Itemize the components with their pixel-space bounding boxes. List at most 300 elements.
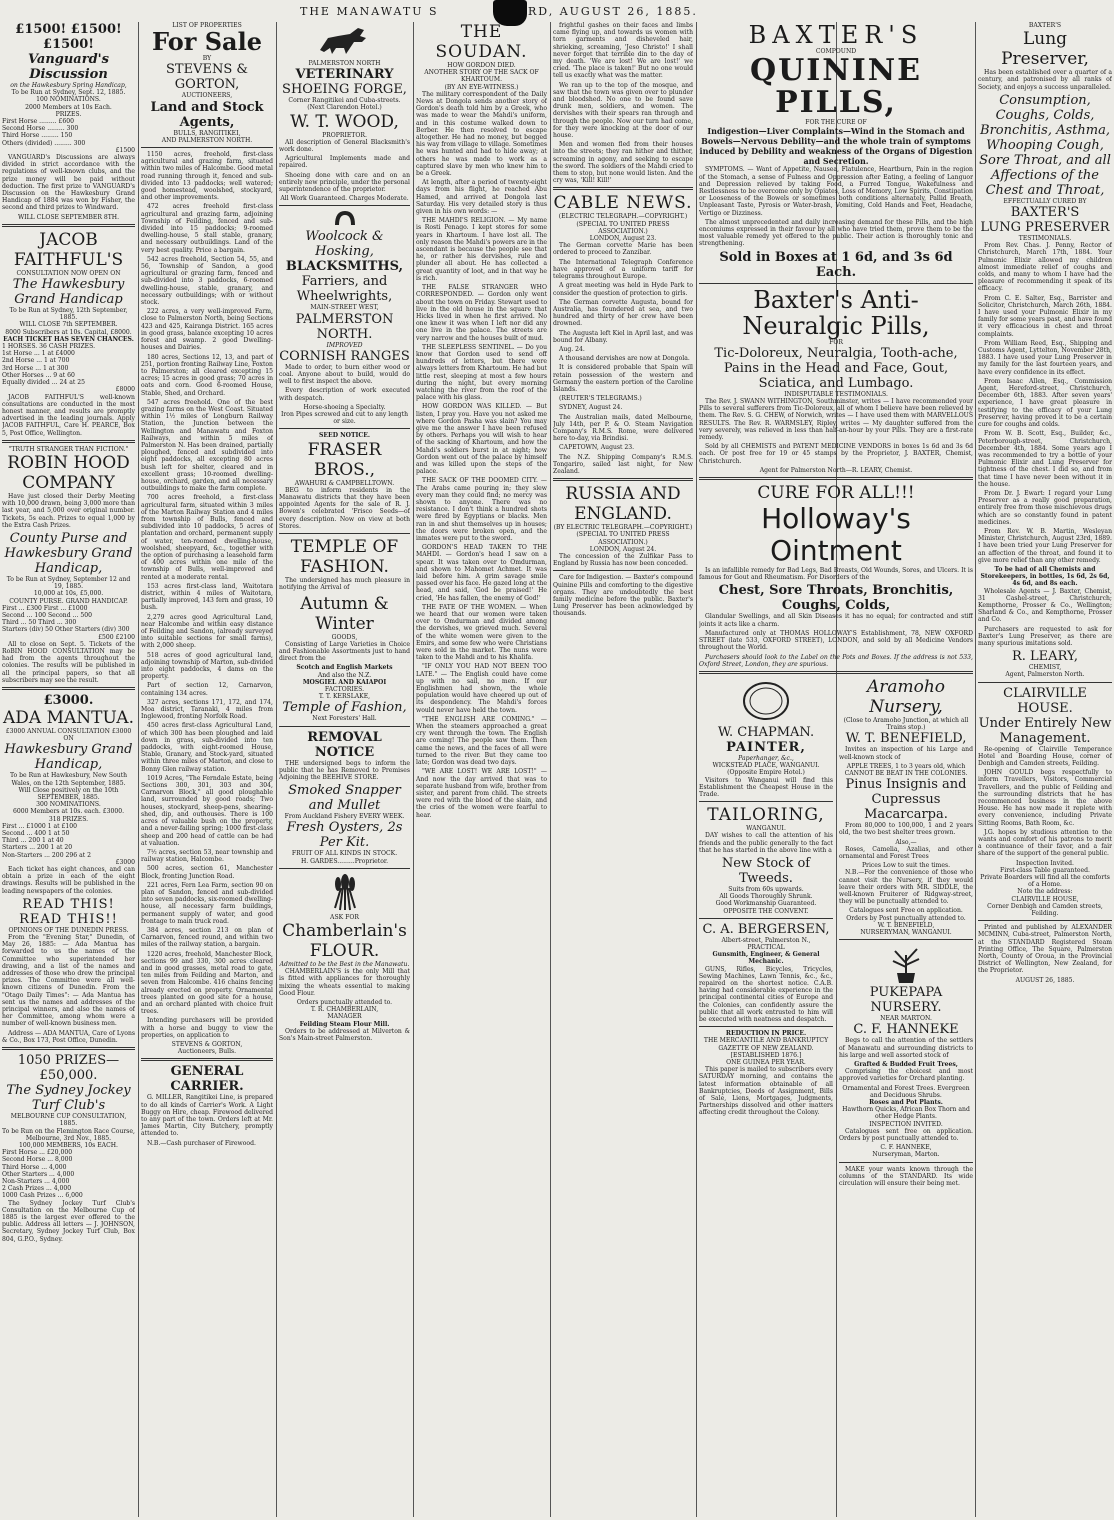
column-2 bbox=[141, 22, 273, 1517]
jacob-row: 3rd Horse ... 1 at 300 bbox=[2, 364, 69, 372]
anti-conditions: Tic-Doloreux, Neuralgia, Tooth-ache, Pains in the Head and Face, Gout, Sciatica, and Lumbago. bbox=[714, 345, 958, 391]
carrier-nb: N.B.—Cash purchaser of Firewood. bbox=[147, 1139, 256, 1147]
holloway-body: Is an infallible remedy for Bad Legs, Bad Breasts, Old Wounds, Sores, and Ulcers. It is famous for Gout and Rheumatism. For Disorders of the bbox=[699, 567, 973, 582]
properties-title: For Sale bbox=[151, 27, 262, 57]
pukepapa-insp: INSPECTION INVITED. bbox=[869, 1120, 943, 1128]
property-listing: 542 acres freehold, Section 54, 55, and 56, Township of Sandon, a good agricultural or grazing farm, fenced and sub-divided into 3 paddocks, 6-roomed dwelling-house, stable, granary, and necessary outbuildings; with or without stock. bbox=[141, 255, 273, 307]
horseshoe-icon bbox=[330, 209, 360, 227]
ada-race: Hawkesbury Grand Handicap, bbox=[4, 742, 133, 773]
wool-body-4: Iron Pipes screwed and cut to any length or size. bbox=[280, 411, 409, 426]
holloway-cure: CURE FOR ALL!!! bbox=[757, 483, 915, 504]
firm-role: AUCTIONEERS, bbox=[181, 92, 233, 100]
county-line: To be Run at Sydney, September 12 and 19, 1885. bbox=[6, 575, 131, 591]
article-paragraph: The military correspondent of the Daily News at Dongola sends another story of Gordon's death told him by a Greek, who was made to wear the Mahdi's uniform, and in this costume walked down to Berber. He then resolved to escape altogether. He had no money, but begged his way from village to village. Sometimes he was hunted and had to hide away; at others he was made to work as a captured slave by men who knew him to be a Greek. bbox=[416, 90, 547, 178]
cable-item: A thousand dervishes are now at Dongola. bbox=[559, 355, 690, 363]
cable-item: CAPETOWN, August 23. bbox=[559, 444, 635, 452]
lung-title: Lung Preserver, bbox=[1001, 29, 1089, 70]
baxter-compound: COMPOUND bbox=[815, 48, 857, 55]
bergersen-name: C. A. BERGERSEN, bbox=[702, 921, 830, 937]
prizes-row: First Horse ... £20,000 bbox=[2, 1149, 73, 1157]
lung-test-5: From W. B. Scott, Esq., Builder, &c., Peterborough-street, Christchurch, December 4th, 1884. Some years ago I was recommended to try a bottle of your Pulmonic Elixir and Lung Preserver for tightness of the chest. I did so, and from that time I have never been without it in the house. bbox=[978, 430, 1112, 488]
reduction-sub: THE MERCANTILE AND BANKRUPTCY GAZETTE OF NEW ZEALAND. bbox=[703, 1037, 829, 1052]
lung-warn: Purchasers are requested to ask for Baxter's Lung Preserver, as there are many spurious imitations sold. bbox=[978, 625, 1112, 647]
article-witness: (BY AN EYE-WITNESS.) bbox=[444, 83, 519, 91]
cable-title: CABLE NEWS. bbox=[553, 193, 693, 214]
property-listing: 7½ acres, section 53, near township and railway station, Halcombe. bbox=[141, 848, 273, 864]
pukepapa-cat: Catalogues sent free on application. Orders by post punctually attended to. bbox=[839, 1127, 973, 1143]
aramoho-title: Aramoho Nursery, bbox=[866, 676, 946, 717]
anti-agent: Agent for Palmerston North—R. LEARY, Chemist. bbox=[759, 466, 913, 474]
ada-line: Will Close positively on the 10th SEPTEMBER, 1885. bbox=[18, 786, 119, 801]
chapman-trade-2: Paperhanger, &c., bbox=[738, 754, 794, 762]
reduction-title: REDUCTION IN PRICE. bbox=[725, 1030, 807, 1038]
wool-body: Made to order, to burn either wood or coal. Anyone about to build, would do well to first inspect the above. bbox=[279, 363, 410, 386]
aramoho-orders: Orders by Post punctually attended to. bbox=[846, 914, 966, 922]
flour-ask: ASK FOR bbox=[330, 913, 359, 921]
removal-line-2: From Auckland Fishery EVERY WEEK. bbox=[284, 813, 405, 821]
lower-split bbox=[699, 677, 973, 1189]
county-line: COUNTY PURSE. GRAND HANDICAP. bbox=[9, 597, 128, 605]
cable-item: A great meeting was held in Hyde Park to consider the question of protection to girls. bbox=[553, 282, 693, 297]
clairville-addr: Corner Denbigh and Camden streets, Feilding. bbox=[987, 902, 1103, 918]
column-7-lower bbox=[839, 677, 973, 1189]
article-paragraph: THE SLEEPLESS SENTINEL. — Do you know that Gordon used to send off hundreds of letters, but there were always letters from Khartoum. He had but little rest, sleeping at most a few hours during the night, but every morning watching the river from the roof of the palace with his glass. bbox=[416, 343, 547, 402]
lung-test-2: From C. E. Salter, Esq., Barrister and Solicitor, Christchurch, March 26th, 1884. I have used your Pulmonic Elixir in my family for some years past, and have found it very efficacious in chest and throat complaints. bbox=[978, 294, 1112, 338]
russia-place: LONDON, August 24. bbox=[589, 545, 657, 553]
property-listing: 1019 Acres, "The Ferndale Estate, being Sections 300, 301, 303 and 304, Carnarvon Block," all good ploughable land, surrounded by good roads; Two houses, stockyard, sheep-pens, shearing-shed, dip, and outhouses. There is 100 acres of valuable bush on the property, and a never-failing spring; 1000 first-class sheep and 200 head of cattle can be had at valuation. bbox=[141, 774, 273, 847]
article-paragraph: We ran up to the top of the mosque, and saw that the town was given over to plunder and bloodshed. No one to be found save drunk men, soldiers, and women. The dervishes with their spears ran through and through the people. Now our turn had come, for they were knocking at the door of our house. bbox=[553, 81, 693, 140]
mirror-frame-icon bbox=[739, 679, 793, 723]
bergersen-role: PRACTICAL bbox=[747, 943, 785, 951]
prizes-body: The Sydney Jockey Turf Club's Consultation on the Melbourne Cup of 1885 is the largest ever offered to the public. Address all letters — J. JOHNSON, Secretary, Sydney Jockey Turf Club, Box 804, G.P.O., Sydney. bbox=[2, 1199, 135, 1243]
chapman-opp: (Opposite Empire Hotel.) bbox=[727, 769, 805, 777]
column-rule bbox=[276, 22, 277, 1517]
lung-test-4: From Isaac Allen, Esq., Commission Agent, Hereford-street, Christchurch, December 6th, 1883. After seven years' experience, I have great pleasure in testifying to the efficacy of your Lung Preserver, having proved it to be a certain cure for coughs and colds. bbox=[978, 377, 1112, 429]
removal-body: THE undersigned begs to inform the public that he has Removed to Premises Adjoining the BEEHIVE STORE. bbox=[279, 759, 410, 781]
column-6-lower bbox=[699, 677, 833, 1189]
prize-row: Others (divided) ......... 300 bbox=[2, 139, 86, 147]
tailoring-body: DAY wishes to call the attention of his friends and the public generally to the fact that he has started in the above line with a bbox=[699, 832, 833, 854]
vet-body-3: Shoeing done with care and on an entirely new principle, under the personal superintendence of the proprietor. bbox=[279, 171, 410, 194]
county-row: Second ... 100 Second ... 500 bbox=[2, 611, 92, 619]
temple-body: The undersigned has much pleasure in notifying the Arrival of bbox=[279, 577, 410, 592]
clairville-sub: Under Entirely New Management. bbox=[978, 715, 1112, 746]
masthead-left: THE MANAWATU S bbox=[300, 5, 439, 18]
column-1 bbox=[2, 22, 135, 1517]
jacob-race: The Hawkesbury Grand Handicap bbox=[12, 277, 125, 308]
vanguard-line: PRIZES. bbox=[55, 110, 82, 118]
lung-wholesale: Wholesale Agents — J. Baxter, Chemist, 31 Cashel-street, Christchurch; Kempthorne, Prosser & Co., Wellington; Sharland & Co., and Kempthorne, Prosser and Co. bbox=[978, 587, 1112, 624]
read-sub: OPINIONS OF THE DUNEDIN PRESS. bbox=[8, 926, 129, 934]
pukepapa-body-2: Comprising the choicest and most approved varieties for Orchard planting. bbox=[839, 1068, 973, 1083]
closing-firm: STEVENS & GORTON, bbox=[171, 1040, 243, 1048]
cable-item: The German corvette Marie has been ordered to proceed to Zanzibar. bbox=[553, 242, 693, 257]
cable-item: SYDNEY, August 24. bbox=[559, 404, 623, 412]
baxter-conditions: Indigestion—Liver Complaints—Wind in the Stomach and Bowels—Nervous Debility—and the whole train of symptoms induced by Debility and weakness of the Organs of Digestion and Secretion. bbox=[699, 126, 973, 167]
flour-note: Orders to be addressed at Milverton & Son's Main-street Palmerston. bbox=[279, 1027, 410, 1042]
prizes-title: 1050 PRIZES—£50,000. bbox=[17, 1053, 120, 1084]
property-listings bbox=[141, 151, 273, 1015]
county-row: Starters (div) 50 Other Starters (div) 300 bbox=[2, 626, 130, 634]
prizes-row: Other Starters ... 4,000 bbox=[2, 1170, 75, 1178]
aramoho-also: Also,— bbox=[895, 838, 917, 846]
lung-sig-2: CHEMIST, bbox=[1028, 664, 1062, 672]
pukepapa-orn: Ornamental and Forest Trees. Evergreen and Deciduous Shrubs. bbox=[842, 1084, 970, 1099]
jacob-row: Other Horses ... 9 at 60 bbox=[2, 371, 75, 379]
robin-title: ROBIN HOOD COMPANY bbox=[7, 452, 130, 493]
ada-line: 318 PRIZES. bbox=[48, 815, 89, 823]
cable-item: The International Telegraph Conference have approved of a uniform tariff for telegrams throughout Europe. bbox=[553, 258, 693, 281]
vanguard-title: Vanguard's Discussion bbox=[28, 52, 109, 82]
baxter-symptoms: SYMPTOMS. — Want of Appetite, Nausea, Flatulence, Heartburn, Pain in the region of the Stomach, a sense of Fulness and Oppression after Eating, a feeling of Languor and Depression relieved by taking Food, a Furred Tongue, Wakefulness and Restlessness to be overcome only by Opiates, Loss of Memory, Low Spirits, Constipation or Looseness of the Bowels or sometimes both conditions alternately, Pallid Breath, Unpleasant Taste, Pyrosis or Water-brash, Vomiting, Cold Hands and Feet, Headache, Vertigo or Dizziness. bbox=[699, 166, 973, 217]
aramoho-pines: Pinus Insignis and Cupressus Macarcarpa. bbox=[845, 777, 967, 823]
anti-title: Baxter's Anti-Neuralgic Pills, bbox=[742, 285, 930, 340]
vet-body-4: All Work Guaranteed. Charges Moderate. bbox=[280, 195, 409, 203]
property-listing: 222 acres, a very well-improved Farm, close to Palmerston North, being Sections 423 and 425, Kairanga District. 165 acres in good grass, balance excepting 10 acres forest and swamp. 2 good Dwelling-houses and Dairies. bbox=[141, 308, 273, 352]
pukepapa-near: NEAR MARTON. bbox=[880, 1015, 932, 1023]
vanguard-line: 2000 Members at 10s Each. bbox=[25, 103, 112, 111]
fraser-sub: AWAHURI & CAMPBELLTOWN. bbox=[294, 479, 395, 487]
anti-for: FOR bbox=[829, 338, 843, 346]
firm-agents: Land and Stock Agents, bbox=[150, 99, 264, 130]
read-body: From the "Evening Star," Dunedin, of May 26, 1885: — Ada Mantua has forwarded to us the names of the Committee who superintended her drawing, and a list of the names and addresses of those who drew the principal prizes. The Committee were all well-known citizens of Dunedin. From the "Otago Daily Times": — Ada Mantua has sent us the names and addresses of the principal winners, and also the names of her Committee, among whom were a number of well-known business men. bbox=[2, 934, 135, 1028]
county-row: First ... £300 First ... £1000 bbox=[2, 604, 88, 612]
prizes-row: Non-Starters ... 4,000 bbox=[2, 1177, 70, 1185]
russia-title: RUSSIA AND ENGLAND. bbox=[565, 484, 681, 525]
column-rule bbox=[138, 22, 139, 1517]
ada-total: £3000 bbox=[115, 858, 135, 866]
banner-1500: £1500! £1500! £1500! bbox=[15, 22, 122, 52]
tailoring-stock: New Stock of Tweeds. bbox=[721, 855, 811, 886]
seed-notice: SEED NOTICE. bbox=[319, 432, 370, 440]
county-line: 10,000 at 10s, £5,000. bbox=[33, 590, 104, 598]
column-rule bbox=[550, 22, 551, 1517]
potted-plant-icon bbox=[881, 943, 931, 983]
jacob-row: 1 HORSES. 36 CASH PRIZES. bbox=[2, 343, 96, 351]
article-paragraph: Men and women fled from their houses into the streets; they ran hither and thither, screaming in agony, and seeking to escape the sword. The soldiers of the Mahdi cried to them to stop, but none would listen. And the cry was, 'Kill! Kill!' bbox=[553, 141, 693, 185]
chapman-body: Visitors to Wanganui will find this Establishment the Cheapest House in the Trade. bbox=[699, 776, 833, 798]
prizes-line: To be Run on the Flemington Race Course, Melbourne, 3rd Nov., 1885. bbox=[2, 1127, 135, 1142]
lung-test-7: From Rev. W. B. Martin, Wesleyan Minister, Christchurch, August 23rd, 1889. I have been tried your Lung Preserver for an affection of the throat, and found it to give more relief than any other remedy. bbox=[978, 527, 1112, 564]
temple-also: And also the N.Z. bbox=[317, 671, 372, 679]
temple-title: TEMPLE OF FASHION. bbox=[290, 537, 399, 578]
reduction-est: [ESTABLISHED 1876.] bbox=[730, 1051, 802, 1059]
imprint: Printed and published by ALEXANDER MCMINN, Cuba-street, Palmerston North, at the STANDARD Registered Steam Printing Office, The Square, Palmerston North, County of Oroua, in the Provincial District of Wellington, New Zealand, for the Proprietor. bbox=[978, 924, 1112, 975]
column-6-7-top bbox=[699, 22, 973, 1517]
holloway-body-2: Glandular Swellings, and all Skin Diseases it has no equal; for contracted and stiff joints it acts like a charm. bbox=[699, 613, 973, 628]
pukepapa-name: C. F. HANNEKE bbox=[853, 1022, 959, 1038]
ada-line: 300 NOMINATIONS. bbox=[36, 801, 101, 809]
horse-icon bbox=[310, 24, 380, 58]
prize-row: Third Horse ......... 150 bbox=[2, 132, 73, 140]
bergersen-body: GUNS, Rifles, Bicycles, Tricycles, Sewing Machines, Lawn Tennis, &c., &c., repaired on the shortest notice. C.A.B. having had considerable experience in the principal continental cities of Europe and the Colonies, can confidently assure the public that all work entrusted to him will be executed with neatness and despatch. bbox=[699, 965, 833, 1023]
flour-name: T. R. CHAMBERLAIN, bbox=[310, 1006, 379, 1014]
column-5 bbox=[553, 22, 693, 1517]
vanguard-line: 100 NOMINATIONS. bbox=[36, 96, 101, 104]
ada-body: Each ticket has eight chances, and can obtain a prize in each of the eight drawings. Results will be published in the leading newspapers of the colonies. bbox=[2, 866, 135, 895]
closing: Intending purchasers will be provided with a horse and buggy to view the properties, on application to bbox=[141, 1017, 273, 1039]
tailoring-work: Good Workmanship Guaranteed. bbox=[715, 900, 817, 908]
jacob-line: To be Run at Sydney, 12th September, 1885. bbox=[9, 307, 128, 322]
temple-factories-2: FACTORIES. bbox=[324, 685, 365, 693]
pukepapa-title: PUKEPAPA NURSERY. bbox=[869, 985, 943, 1016]
ada-line: 6000 Members at 10s. each. £3000. bbox=[12, 808, 125, 816]
vanguard-sub: on the Hawkesbury Spring Handicap, bbox=[10, 82, 127, 89]
jacob-sub: CONSULTATION NOW OPEN ON bbox=[16, 269, 121, 277]
article-sub: HOW GORDON DIED. bbox=[447, 62, 516, 69]
article-paragraph: frightful gashes on their faces and limbs came flying up, and towards us women with torn garments and disheveled hair, shrieking, screaming, 'Jeso Christo!' I shall never forget that terrible din to the day of my death. 'We are lost! We are lost!' we cried. 'The place is taken!' But no one would tell us exactly what was the matter. bbox=[553, 22, 693, 80]
clairville-tea: First-class Table guaranteed. bbox=[1000, 866, 1090, 874]
property-listing: 547 acres freehold. One of the best grazing farms on the West Coast. Situated within 1½ miles of Longburn Railway Station, the Junction between the Wellington and Manawatu and Foxton Railways, and within 5 miles of Palmerston N. Has been drained, partially ploughed, fenced and subdivided into eight paddocks, all excepting 80 acres bush left for shelter, cleared and in excellent grass; 10-roomed dwelling-house, orchard, garden, and all necessary outbuildings to make the farm complete. bbox=[141, 398, 273, 493]
properties-head: LIST OF PROPERTIES bbox=[172, 22, 242, 29]
clairville-boarders: Private Boarders will find all the comforts of a Home. bbox=[980, 874, 1110, 889]
wool-body-3: Horse-shoeing a Specialty. bbox=[303, 403, 386, 411]
cable-item: It is considered probable that Spain will retain possession of the western and Germany the eastern portion of the Caroline Islands. bbox=[553, 364, 693, 393]
aramoho-pines-body: From 80,000 to 100,000, 1 and 2 years old, the two best shelter trees grown. bbox=[839, 822, 973, 837]
lung-cured: EFFECTUALLY CURED BY bbox=[1003, 197, 1087, 205]
cable-item: (REUTER'S TELEGRAMS.) bbox=[559, 395, 642, 403]
chapman-trade: PAINTER, bbox=[726, 739, 806, 755]
holloway-made: Manufactured only at THOMAS HOLLOWAY'S Establishment, 78, NEW OXFORD STREET (late 533, OXFORD STREET), LONDON, and sold by all Medicine Vendors throughout the World. bbox=[699, 629, 973, 652]
flour-body: CHAMBERLAIN'S is the only Mill that is fitted with appliances for thoroughly mixing the wheats essential to making Good Flour. bbox=[279, 968, 410, 997]
removal-line-3: Fresh Oysters, 2s Per Kit. bbox=[286, 820, 403, 851]
firm-name: STEVENS & GORTON, bbox=[166, 62, 248, 93]
firm-towns: BULLS, RANGITIKEI, bbox=[173, 129, 241, 137]
clairville-title: CLAIRVILLE HOUSE. bbox=[1003, 685, 1087, 716]
aramoho-trees: APPLE TREES, 1 to 3 years old, which bbox=[846, 762, 966, 770]
reduction-body: This paper is mailed to subscribers every SATURDAY morning, and contains the latest information obtainable of all Bankruptcies, Deeds of Assignment, Bills of Sale, Liens, Mortgages, Judgments, Partnerships dissolved and other matters affecting credit throughout the Colony. bbox=[699, 1066, 833, 1117]
jacob-body: JACOB FAITHFUL'S well-known consultations are conducted in the most honest manner, and results are promptly advertised in the leading journals. Apply JACOB FAITHFUL, Care H. PEARCE, Box 5, Post Office, Wellington. bbox=[2, 393, 135, 437]
imprint-date: AUGUST 26, 1885. bbox=[1015, 976, 1075, 984]
ada-money: £3000. bbox=[43, 692, 94, 708]
cable-item: The Augusta left Kiel in April last, and was bound for Albany. bbox=[553, 329, 693, 344]
county-row: Third ... 50 Third ... 300 bbox=[2, 619, 77, 627]
wool-trade: BLACKSMITHS, bbox=[285, 259, 404, 275]
removal-name: H. GARDES.........Proprietor. bbox=[300, 857, 389, 865]
bergersen-addr: Albert-street, Palmerston N., bbox=[721, 936, 811, 944]
cable-item: The N.Z. Shipping Company's R.M.S. Tongariro, sailed last night, for New Zealand. bbox=[553, 453, 693, 475]
wool-town: PALMERSTON NORTH. bbox=[295, 311, 394, 342]
article-paragraph: At length, after a period of twenty-eight days from his flight, he reached Abu Hamed, and arrived at Dongola last Saturday. His very detailed story is thus given in his own words: — bbox=[416, 179, 547, 216]
closing-role: Auctioneers, Bulls. bbox=[177, 1048, 237, 1056]
property-listing: 153 acres first-class land, Waitotara district, within 4 miles of Waitotara, partially improved, 143 fern and grass, 10 bush. bbox=[141, 582, 273, 612]
lung-body: Has been established over a quarter of a century, and patronised by all ranks of Society, and enjoys a success unparalleled. bbox=[978, 69, 1112, 91]
wool-improved: IMPROVED bbox=[326, 341, 363, 349]
ada-row: First ... £1000 1 at £100 bbox=[2, 822, 78, 830]
vet-body-2: Agricultural Implements made and repaired. bbox=[279, 155, 410, 170]
ada-row: Second ... 400 1 at 50 bbox=[2, 830, 70, 838]
wool-addr: MAIN-STREET WEST, bbox=[310, 304, 379, 312]
cable-item: Aug. 24. bbox=[559, 345, 585, 353]
footer-body: Care for Indigestion. — Baxter's compound Quinine Pills and comforting to the digestive organs. They are undoubtedly the best family medicine before the public. Baxter's Lung Preserver has been acknowledged by thousands. bbox=[553, 574, 693, 618]
article-paragraph: THE SACK OF THE DOOMED CITY. — The Arabs came pouring in; they slew every man they could find; no mercy was shown to anyone. There was no resistance. I don't think a hundred shots were fired by Egyptians or blacks. Men ran in and shut themselves up in houses; the doors were broken open, and the inmates were put to the sword. bbox=[416, 477, 547, 542]
temple-sig: Temple of Fashion, bbox=[282, 700, 407, 716]
property-listing: Part of section 12, Carnarvon, containing 134 acres. bbox=[141, 682, 273, 697]
removal-line-4: FRUIT OF ALL KINDS IN STOCK. bbox=[291, 850, 398, 858]
flour-body-2: Orders punctually attended to. bbox=[296, 998, 393, 1006]
fraser-body: BEG to inform residents in the Manawatu districts that they have been appointed Agents for the sale of R. J. Bowen's celebrated 'Frisco Seeds—of every description. Now on view at both Stores. bbox=[279, 486, 410, 530]
lung-cured-2: BAXTER'S bbox=[1010, 205, 1080, 221]
aramoho-nb: N.B.—For the convenience of those who cannot visit the Nursery, if they would leave their orders with MR. SIDDLE, the well-known Fruiterer of Ridgway-street, they will be punctually attended to. bbox=[839, 869, 973, 906]
firm-towns-2: AND PALMERSTON NORTH. bbox=[161, 136, 253, 144]
aramoho-cat: Catalogues sent Free on application. bbox=[849, 907, 963, 915]
pukepapa-sig-2: Nurseryman, Marton. bbox=[872, 1151, 940, 1159]
temple-goods-2: GOODS, bbox=[331, 633, 358, 641]
fraser-title: FRASER BROS., bbox=[307, 439, 382, 480]
anti-testimonials: The Rev. J. SWANN WITHINGTON, Southminster, writes — I have recommended your Pills to several sufferers from Tic-Doloreux, all of whom I believe have been relieved by them. The Rev. S. G. CHEW, of Norwich, writes — I have used them with MARVELLOUS RESULTS. The Rev. R. WARMSLEY, Ripley, writes — My daughter suffered from the very severely, was relieved in less than half-an-hour by your Pills. They are a first-rate remedy. bbox=[699, 398, 973, 442]
ada-title: ADA MANTUA. bbox=[3, 707, 134, 728]
baxter-pills: QUININE PILLS, bbox=[749, 53, 923, 121]
carrier-title: GENERAL CARRIER. bbox=[170, 1064, 244, 1095]
baxter-virtue: The almost unprecedented and daily increasing demand for these Pills, and the high encomiums expressed in their favour by all who have tried them, prove them to be the most valuable remedy yet offered to the public. Their action is thoroughly tonic and strengthening. bbox=[699, 218, 973, 248]
anti-indisp: INDISPUTABLE TESTIMONIALS. bbox=[784, 390, 888, 398]
russia-body: The concession of the Zulfikar Pass to England by Russia has now been conceded. bbox=[553, 552, 693, 568]
column-rule bbox=[696, 22, 697, 1517]
clairville-body-3: J.G. hopes by studious attention to the wants and comfort of his patrons to merit a continuance of their favor, and a fair share of the support of the general public. bbox=[978, 828, 1112, 858]
reduction-price: ONE GUINEA PER YEAR. bbox=[726, 1059, 806, 1066]
temple-factories: MOSGIEL AND KAIAPOI bbox=[302, 678, 387, 686]
pukepapa-hedge: Hawthorn Quicks, African Box Thorn and other Hedge Plants. bbox=[842, 1106, 970, 1121]
aramoho-roses: Roses, Camelia, Azalias, and other ornamental and Forest Trees bbox=[839, 845, 973, 860]
ada-row: Non-Starters ... 200 296 at 2 bbox=[2, 851, 91, 859]
vanguard-close: WILL CLOSE SEPTEMBER 8TH. bbox=[17, 213, 120, 221]
article-paragraph: "IF ONLY YOU HAD NOT BEEN TOO LATE." — The English could have come up with no sail, no men. If our Englishmen had shown, the whole population would have cheered up out of its despondency. The Mahdi's forces would never have held the town. bbox=[416, 663, 547, 714]
flour-tag: Admitted to be the Best in the Manawatu. bbox=[279, 960, 410, 968]
flour-title: Chamberlain's bbox=[282, 920, 407, 941]
county-total: £500 £2100 bbox=[98, 633, 135, 641]
column-3 bbox=[279, 22, 410, 1517]
cable-item: The Australian mails, dated Melbourne, July 14th, per P. & O. Steam Navigation Company's R.M.S. Rome, were delivered here to-day, via Brindisi. bbox=[553, 413, 693, 443]
article-sub-2: ANOTHER STORY OF THE SACK OF KHARTOUM. bbox=[424, 69, 539, 84]
property-listing: 1150 acres, freehold, first-class agricultural and grazing farm, situated within two miles of Halcombe. Good metal road running through it, fenced and sub-divided into 13 paddocks; well watered; good homestead, woolshed, stockyard, and other improvements. bbox=[141, 151, 273, 202]
cable-place: LONDON, August 23. bbox=[589, 235, 657, 243]
jacob-row: Equally divided ... 24 at 25 bbox=[2, 379, 85, 387]
vet-role: PROPRIETOR. bbox=[322, 131, 367, 139]
vet-body: All description of General Blacksmith's work done. bbox=[279, 138, 410, 154]
standard-footer: MAKE your wants known through the columns of the STANDARD. Its wide circulation will ensure their being met. bbox=[839, 1165, 973, 1188]
property-listing: 518 acres of good agricultural land, adjoining township of Marton, sub-divided into eight paddocks, 4 dams on the property. bbox=[141, 651, 273, 681]
russia-by-2: (SPECIAL TO UNITED PRESS ASSOCIATION.) bbox=[576, 531, 670, 546]
pukepapa-sig: C. F. HANNEKE, bbox=[880, 1144, 932, 1152]
jacob-line: WILL CLOSE 7th SEPTEMBER. bbox=[19, 321, 118, 329]
property-listing: 500 acres, section 61, Manchester Block, fronting Junction Road. bbox=[141, 865, 273, 880]
tailoring-town: WANGANUI. bbox=[746, 825, 786, 833]
ada-row: Third ... 200 1 at 40 bbox=[2, 837, 64, 845]
pukepapa-body: Begs to call the attention of the settlers of Manawatu and surrounding districts to his large and well assorted stock of bbox=[839, 1037, 973, 1059]
holloway-chest: Chest, Sore Throats, Bronchitis, Coughs, Colds, bbox=[718, 583, 954, 614]
lung-baxter: BAXTER'S bbox=[1028, 22, 1062, 29]
robin-body-2: All to close on Sept. 5. Tickets of the RoBIN HOOD CONSULTATION may be had from the agents throughout the colonies. The results will be published in all the principal papers, so that all subscribers may see the result. bbox=[2, 640, 135, 684]
aramoho-sig-2: NURSERYMAN, WANGANUI. bbox=[860, 928, 952, 936]
clairville-name: CLAIRVILLE HOUSE, bbox=[1011, 895, 1079, 903]
baxter-forcure: FOR THE CURE OF bbox=[805, 119, 867, 127]
lung-test-1: From Rev. Chas. J. Penny, Rector of Christchurch, March 17th, 1884. Your Pulmonic Elixir allowed my children almost immediate relief of coughs and colds, and many to whom I have had the pleasure of recommending it speak of its efficacy. bbox=[978, 242, 1112, 293]
wool-trade-2: Farriers, and Wheelwrights, bbox=[296, 274, 393, 305]
prizes-row: 2 Cash Prizes ... 4,000 bbox=[2, 1185, 72, 1193]
tailoring-shrunk: All Goods Thoroughly Shrunk. bbox=[719, 893, 813, 901]
prize-total: £1500 bbox=[115, 146, 135, 154]
clairville-body: Re-opening of Clairville Temperance Hotel and Boarding House, corner of Denbigh and Camden streets, Feilding. bbox=[978, 745, 1112, 767]
property-listing: 700 acres freehold, a first-class agricultural farm, situated within 3 miles of the Marton Railway Station and 4 miles from township of Bulls, fenced and subdivided into 10 paddocks, 5 acres of plantation and orchard, permanent supply of water, ten-roomed dwelling-house, woolshed, sheepyard, &c., together with the option of purchasing a leasehold farm of 400 acres within one mile of the township of Bulls, well-improved and rented at a moderate rental. bbox=[141, 494, 273, 581]
lung-sig: R. LEARY, bbox=[1012, 649, 1078, 665]
vet-town: PALMERSTON NORTH bbox=[308, 60, 381, 67]
aramoho-sub: (Close to Aramoho Junction, at which all Trains stop.) bbox=[843, 716, 969, 732]
column-rule bbox=[975, 22, 976, 1517]
holloway-title: Holloway's Ointment bbox=[761, 502, 911, 568]
property-listing: 180 acres, Sections 12, 13, and part of 251, portion fronting Railway Line, Foxton to Palmerston; all cleared excepting 15 acres; 15 acres in good grass; 70 acres in oats and corn. Good 6-roomed House, Stable, Shed, and Orchard. bbox=[141, 353, 273, 397]
aramoho-name: W. T. BENEFIELD, bbox=[845, 731, 967, 747]
prizes-row: 1000 Cash Prizes ... 6,000 bbox=[2, 1192, 83, 1200]
cable-body bbox=[553, 242, 693, 475]
aramoho-sig: W. T. BENEFIELD, bbox=[877, 921, 935, 929]
masthead-right: RD, AUGUST 26, 1885. bbox=[528, 5, 698, 18]
clairville-body-2: JOHN GOULD begs respectfully to inform Travellers, Visitors, Commercial Travellers, and the public of Feilding and the surrounding districts that he has recommenced business in the above House. He has now made it replete with every convenience, including Private Sitting Rooms, Bath Room, &c. bbox=[978, 769, 1112, 827]
prizes-line: MELBOURNE CUP CONSULTATION, 1885. bbox=[10, 1113, 127, 1128]
chapman-addr: WICKSTEAD PLACE, WANGANUI. bbox=[712, 762, 820, 770]
article-paragraph: THE FATE OF THE WOMEN. — When we heard that our women were taken over to Omdurman and divided among the dervishes, we grieved much. Several of the white women were given to the Emirs, and some few who were Christians were sold in the market. The nuns were taken to the Mahdi and to his Khalifa. bbox=[416, 603, 547, 662]
column-8 bbox=[978, 22, 1112, 1517]
lung-sig-3: Agent, Palmerston North. bbox=[1005, 671, 1085, 679]
jacob-row: 1st Horse ... 1 at £4000 bbox=[2, 350, 75, 358]
vet-addr: Corner Rangitikei and Cuba-streets. (Next Clarendon Hotel.) bbox=[288, 97, 401, 112]
carrier-body: G. MILLER, Rangitikei Line, is prepared to do all kinds of Carrier's Work. A Light Buggy on Hire, cheap. Firewood delivered to any part of the town. Orders left at Mr. James Martin, City Butchery, promptly attended to. bbox=[141, 1094, 273, 1138]
lung-cured-3: LUNG PRESERVER bbox=[980, 220, 1110, 236]
prize-row: Second Horse ......... 300 bbox=[2, 125, 79, 133]
property-listing: 327 acres, sections 171, 172, and 174, Moa district, Taranaki, 4 miles from Inglewood, fronting Norfolk Road. bbox=[141, 698, 273, 721]
jacob-total: £8000 bbox=[115, 386, 135, 394]
article-paragraph: "THE ENGLISH ARE COMING." — When the steamers approached a great cry went through the town. The English are coming! The people saw them. Then came the news, and the faces of all were turned to the river. But they came too late; Gordon was dead two days. bbox=[416, 715, 547, 767]
properties-by: BY bbox=[202, 55, 212, 63]
vanguard-body: VANGUARD's Discussions are always divided in strict accordance with the regulations of well-known clubs, and the prize money will be paid without deduction. The first prize to VANGUARD's Discussion on the Hawkesbury Grand Handicap of 1884 was won by Fisher, the second and third prizes to Windward. bbox=[2, 154, 135, 212]
column-4 bbox=[416, 22, 547, 1517]
cable-by-2: (SPECIAL TO UNITED PRESS ASSOCIATION.) bbox=[576, 220, 670, 235]
tailoring-opp: OPPOSITE THE CONVENT. bbox=[723, 907, 809, 915]
aramoho-body: Invites an inspection of his Large and well-known stock of bbox=[839, 746, 973, 761]
anti-sold: Sold by all CHEMISTS and PATENT MEDICINE VENDORS in boxes 1s 6d and 3s 6d each. Or post free for 19 or 45 stamps by the Proprietor, J. BAXTER, Chemist, Christchurch. bbox=[699, 443, 973, 465]
ada-row: Starters ... 200 1 at 20 bbox=[2, 844, 73, 852]
prizes-row: Second Horse ... 8,000 bbox=[2, 1156, 73, 1164]
article-body bbox=[416, 91, 547, 819]
removal-title: REMOVAL NOTICE bbox=[307, 729, 382, 760]
temple-body-2: Consisting of Large Varieties in Choice and Fashionable Assortments just to hand direct from the bbox=[279, 640, 410, 663]
vet-name: W. T. WOOD, bbox=[290, 111, 399, 132]
cable-item: The German corvette Augusta, bound for Australia, has foundered at sea, and two hundred and thirty of her crew have been drowned. bbox=[553, 298, 693, 328]
lung-test-6: From Dr. J. Ewart: I regard your Lung Preserver as a really good preparation, entirely free from those mischievous drugs which are so constantly found in patent medicines. bbox=[978, 489, 1112, 526]
ada-on: ON bbox=[63, 735, 74, 743]
vanguard-line: To be Run at Sydney, Sept. 12, 1885. bbox=[11, 89, 126, 97]
pukepapa-roses: Roses and Pot Plants. bbox=[869, 1099, 943, 1106]
property-listing: 221 acres, Fern Lea Farm, section 90 on plan of Sandon, fenced and sub-divided into seven paddocks, six-roomed dwelling-house, all necessary farm buildings, permanent supply of water, and good frontage to main truck road. bbox=[141, 881, 273, 925]
jacob-line: EACH TICKET HAS SEVEN CHANCES. bbox=[3, 335, 134, 343]
tailoring-suits: Suits from 60s upwards. bbox=[728, 885, 804, 893]
flour-role: MANAGER bbox=[327, 1013, 362, 1021]
jacob-title: JACOB FAITHFUL'S bbox=[13, 229, 124, 270]
property-listing: 384 acres, section 213 on plan of Carnarvon, fenced round, and within two miles of the railway station, a bargain. bbox=[141, 926, 273, 949]
county-title: County Purse and Hawkesbury Grand Handicap, bbox=[4, 530, 133, 576]
lung-sold: To be had of all Chemists and Storekeepers, in bottles, 1s 6d, 2s 6d, 4s 6d, and 8s each. bbox=[980, 565, 1110, 588]
temple-markets: Scotch and English Markets bbox=[296, 664, 393, 672]
cable-by: (ELECTRIC TELEGRAPH.—COPYRIGHT.) bbox=[558, 213, 688, 221]
ada-prize-row: £3000 ANNUAL CONSULTATION £3000 bbox=[5, 727, 132, 735]
prizes-sub: The Sydney Jockey Turf Club's bbox=[6, 1083, 131, 1114]
masthead bbox=[0, 0, 1114, 22]
temple-goods: Autumn & Winter bbox=[300, 593, 389, 634]
pukepapa-fruit: Grafted & Budded Fruit Trees, bbox=[854, 1060, 958, 1068]
russia-by: (BY ELECTRIC TELEGRAPH.—COPYRIGHT.) bbox=[553, 524, 693, 532]
wool-body-2: Every description of work executed with despatch. bbox=[279, 387, 410, 402]
clairville-note: Note the address: bbox=[1017, 888, 1073, 896]
flour-mill: Feilding Steam Flour Mill. bbox=[299, 1020, 390, 1028]
